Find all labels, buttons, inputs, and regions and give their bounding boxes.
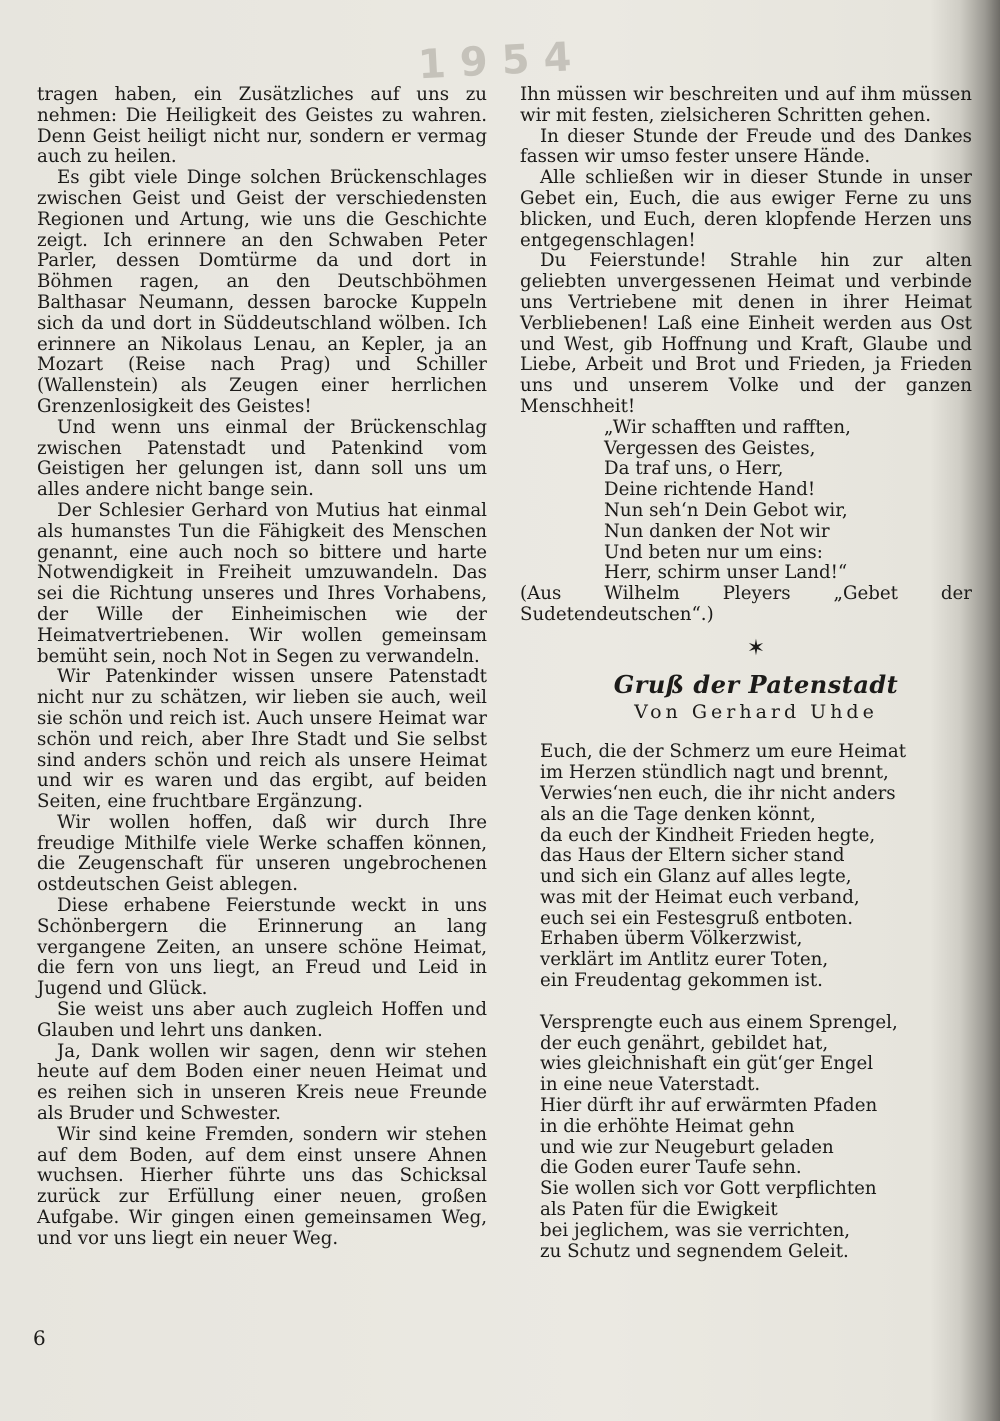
star-separator-icon: ✶ [746,635,766,661]
poem-line: der euch genährt, gebildet hat, [540,1032,829,1054]
poem-line: im Herzen stündlich nagt und brennt, [540,762,889,784]
poem-line: bei jeglichem, was sie verrichten, [540,1219,851,1241]
verse-source: (Aus Wilhelm Pleyers „Gebet der Sudetendeutschen“.) [520,583,972,625]
paragraph: Ihn müssen wir beschreiten und auf ihm müssen wir mit festen, zielsicheren Schritten gehen. [520,84,972,126]
verse-line: Nun seh‘n Dein Gebot wir, [604,499,848,521]
poem-line: als Paten für die Ewigkeit [540,1199,778,1221]
poem-line: in eine neue Vaterstadt. [540,1074,761,1096]
paragraph: Du Feierstunde! Strahle hin zur alten geliebten unvergessenen Heimat und verbinde uns Vertriebene mit denen in ihrer Heimat Verbliebenen! Laß eine Einheit werden aus Ost und West, gib Hoffnung und Kraft, Glaube und Liebe, Arbeit und Brot und Frieden, ja Frieden uns und unserem Volke und der ganzen Menschheit! [520,250,972,417]
paragraph: Diese erhabene Feierstunde weckt in uns Schönbergern die Erinnerung an lang vergangene Zeiten, an unsere schöne Heimat, die fern von uns liegt, an Freud und Leid in Jugend und Glück. [37,895,487,1000]
poem-line: euch sei ein Festesgruß entboten. [540,907,853,929]
verse-line: Nun danken der Not wir [604,520,830,542]
paragraph: Ja, Dank wollen wir sagen, denn wir stehen heute auf dem Boden einer neuen Heimat und es reihen sich in unseren Kreis neue Freunde als Bruder und Schwester. [37,1040,487,1125]
paragraph: Sie weist uns aber auch zugleich Hoffen und Glauben und lehrt uns danken. [37,999,487,1041]
poem-line: Euch, die der Schmerz um eure Heimat [540,741,907,763]
poem-line: ein Freudentag gekommen ist. [540,970,823,992]
paragraph: Es gibt viele Dinge solchen Brückenschlages zwischen Geist und Geist der verschiedensten Regionen und Artung, wie uns die Geschichte zeigt. Ich erinnere an den Schwaben Peter Parler, dessen Domtürme da und dort in Böhmen ragen, an den Deutschböhmen Balthasar Neumann, dessen barocke Kuppeln sich da und dort in Süddeutschland wölben. Ich erinnere an Nikolaus Lenau, an Kepler, ja an Mozart (Reise nach Prag) und Schiller (Wallenstein) als Zeugen einer herrlichen Grenzenlosigkeit des Geistes! [37,167,487,417]
poem-line: zu Schutz und segnendem Geleit. [540,1240,849,1262]
poem-line: als an die Tage denken könnt, [540,803,816,825]
pencil-annotation: 1954 [416,33,587,89]
paragraph: Wir sind keine Fremden, sondern wir stehen auf dem Boden, auf dem einst unsere Ahnen wuchsen. Hierher führte uns das Schicksal zurück zur Erfüllung einer neuen, großen Aufgabe. Wir gingen einen gemeinsamen Weg, und vor uns liegt ein neuer Weg. [37,1123,487,1249]
verse-line: Und beten nur um eins: [604,541,823,563]
poem-line: und sich ein Glanz auf alles legte, [540,866,852,888]
verse-line: Herr, schirm unser Land!“ [604,562,848,584]
left-column [37,85,487,1250]
paragraph: Wir wollen hoffen, daß wir durch Ihre freudige Mithilfe viele Werke schaffen können, die Zeugenschaft für unseren ungebrochenen ostdeutschen Geist ablegen. [37,811,487,896]
poem-line: Sie wollen sich vor Gott verpflichten [540,1178,877,1200]
right-column [520,85,972,1283]
poem-stanza [540,742,972,992]
verse-line: Da traf uns, o Herr, [604,458,784,480]
paragraph: In dieser Stunde der Freude und des Dankes fassen wir umso fester unsere Hände. [520,125,972,168]
poem-line: in die erhöhte Heimat gehn [540,1115,795,1137]
poem-stanza [540,1013,972,1263]
verse-line: Vergessen des Geistes, [604,437,816,459]
quoted-verse [604,418,972,584]
poem-line: Hier dürft ihr auf erwärmten Pfaden [540,1095,878,1117]
paragraph: Wir Patenkinder wissen unsere Patenstadt nicht nur zu schätzen, wir lieben sie auch, weil sie schön und reich ist. Auch unsere Heimat war schön und reich, aber Ihre Stadt und Sie selbst sind anders schön und reich als unsere Heimat und wir es waren und das ergibt, auf beiden Seiten, eine fruchtbare Ergänzung. [37,666,487,813]
verse-line: Deine richtende Hand! [604,479,816,501]
poem-line: wies gleichnishaft ein güt‘ger Engel [540,1053,874,1075]
poem-line: Verwies‘nen euch, die ihr nicht anders [540,782,896,804]
paragraph: Alle schließen wir in dieser Stunde in unser Gebet ein, Euch, die aus ewiger Ferne zu uns blicken, und Euch, deren klopfende Herzen uns entgegenschlagen! [520,167,972,251]
poem-title: Gruß der Patenstadt [613,669,899,699]
poem-author: Von Gerhard Uhde [634,700,878,723]
paragraph: Und wenn uns einmal der Brückenschlag zwischen Patenstadt und Patenkind vom Geistigen her gelungen ist, dann soll uns um alles andere nicht bange sein. [37,416,487,501]
paragraph: Der Schlesier Gerhard von Mutius hat einmal als humanstes Tun die Fähigkeit des Menschen genannt, eine auch noch so bittere und harte Notwendigkeit in Freiheit umzuwandeln. Das sei die Richtung unseres und Ihres Vorhabens, der Wille der Einheimischen wie der Heimatvertriebenen. Wir wollen gemeinsam bemüht sein, noch Not in Segen zu verwandeln. [37,499,487,667]
paragraph: tragen haben, ein Zusätzliches auf uns zu nehmen: Die Heiligkeit des Geistes zu wahren. Denn Geist heiligt nicht nur, sondern er vermag auch zu heilen. [37,84,487,168]
poem-line: das Haus der Eltern sicher stand [540,845,845,867]
verse-line: „Wir schafften und rafften, [604,416,851,438]
poem-line: Versprengte euch aus einem Sprengel, [540,1011,898,1033]
poem-line: verklärt im Antlitz eurer Toten, [540,949,829,971]
page-number: 6 [33,1326,46,1350]
poem-line: die Goden eurer Taufe sehn. [540,1157,802,1179]
poem-line: und wie zur Neugeburt geladen [540,1136,834,1158]
poem-line: was mit der Heimat euch verband, [540,886,860,908]
poem-line: da euch der Kindheit Frieden hegte, [540,824,876,846]
poem-line: Erhaben überm Völkerzwist, [540,928,803,950]
